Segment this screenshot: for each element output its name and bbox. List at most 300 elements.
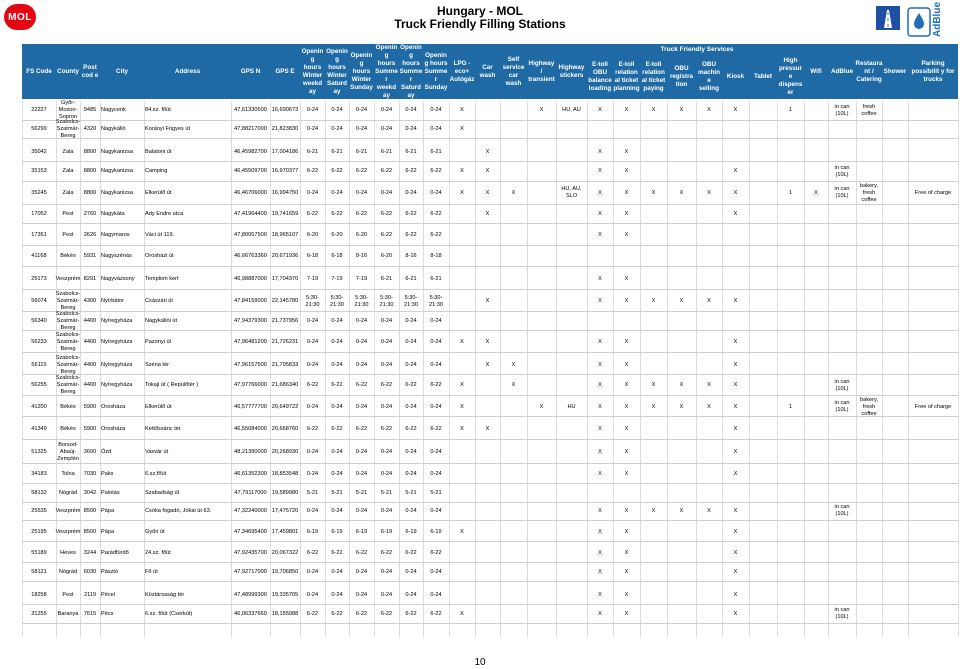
cell-open-weekday-s: 6-22 (380, 210, 393, 217)
cell-hw-transient (527, 586, 556, 604)
cell-tablet (749, 376, 777, 395)
table-row (22, 586, 958, 605)
cell-restaurant (856, 563, 882, 581)
cell-fs-code: 51325 (31, 449, 47, 455)
cell-lpg: X (460, 403, 464, 410)
cell-address: Köztársaság tér (145, 591, 185, 598)
cell-post: 5931 (83, 253, 97, 259)
column-header-open-weekday-w: Openin g hours Winter weekd ay (301, 47, 324, 95)
cell-obu-reg (667, 356, 696, 374)
cell-etoll-paying (640, 356, 667, 374)
truck-friendly-group-label: Truck Friendly Services (660, 46, 734, 53)
cell-wifi (804, 292, 828, 311)
cell-obu-machine (696, 420, 722, 439)
cell-open-sun-s: 6-22 (430, 210, 442, 217)
cell-lpg: X (460, 125, 464, 132)
cell-self-wash (500, 544, 527, 562)
cell-kiosk: X (733, 507, 738, 514)
cell-address: Orosházi út (145, 253, 174, 259)
cell-gps-n: 46,45982700 (234, 148, 267, 155)
cell-obu-reg (667, 465, 696, 483)
cell-kiosk: X (733, 189, 738, 196)
cell-obu-reg (667, 120, 696, 138)
cell-hw-stickers (556, 586, 587, 604)
cell-car-wash (475, 563, 500, 581)
cell-car-wash (475, 101, 500, 120)
cell-city: Nagycenk (101, 107, 126, 113)
cell-gps-n: 46,46706000 (234, 189, 267, 196)
cell-post: 2626 (83, 232, 97, 238)
cell-etoll-obu: X (598, 549, 602, 556)
cell-shower (882, 143, 908, 161)
cell-wifi (804, 605, 828, 623)
cell-self-wash (500, 420, 527, 439)
cell-open-sat-s: 0-24 (405, 507, 417, 514)
cell-address: Nagykállói út (145, 317, 178, 324)
cell-open-sat-w: 0-24 (331, 107, 343, 113)
cell-open-sun-w: 0-24 (355, 449, 368, 455)
cell-restaurant: fresh coffee (861, 103, 877, 117)
cell-open-sun-s: 6-22 (430, 382, 442, 388)
cell-gps-e: 20,067322 (271, 549, 299, 556)
cell-adblue (828, 269, 856, 289)
cell-shower (882, 398, 908, 416)
cell-hw-stickers (556, 484, 587, 502)
cell-high-pressure (777, 356, 804, 374)
cell-lpg (449, 442, 475, 463)
cell-hw-stickers: HU, AU, SLO (561, 186, 582, 199)
cell-open-sat-w: 6-22 (331, 426, 343, 432)
cell-kiosk: X (733, 361, 738, 368)
cell-hw-transient (527, 182, 556, 204)
cell-restaurant (856, 292, 882, 311)
cell-gps-e: 17,004186 (271, 148, 299, 155)
cell-high-pressure (777, 376, 804, 395)
cell-open-sun-s: 0-24 (430, 107, 442, 113)
cell-lpg (449, 465, 475, 483)
cell-gps-n: 47,48999300 (234, 591, 267, 598)
cell-fs-code: 34183 (31, 470, 47, 477)
cell-gps-e: 17,459801 (271, 528, 299, 535)
cell-tablet (749, 162, 777, 181)
cell-post: 2760 (83, 210, 97, 217)
cell-open-sat-w: 6-18 (331, 253, 343, 259)
cell-open-sun-s: 0-24 (430, 361, 442, 368)
cell-kiosk: X (733, 449, 738, 455)
cell-car-wash (475, 398, 500, 416)
cell-etoll-paying (640, 269, 667, 289)
cell-fs-code: 56074 (31, 298, 47, 304)
cell-city: Nagykáta (101, 210, 125, 217)
column-header-self-wash: Self service car wash (502, 55, 525, 87)
cell-tablet (749, 292, 777, 311)
cell-etoll-obu: X (598, 507, 602, 514)
cell-lpg (449, 502, 475, 520)
cell-lpg (449, 563, 475, 581)
cell-city: Nagyszénás (101, 253, 132, 259)
cell-hw-stickers (556, 205, 587, 223)
cell-city: Pápa (101, 507, 115, 514)
cell-self-wash (500, 143, 527, 161)
cell-tablet (749, 101, 777, 120)
cell-kiosk (722, 120, 749, 138)
page-title: Hungary - MOL (437, 4, 523, 18)
cell-etoll-obu: X (598, 339, 602, 345)
cell-fs-code: 35153 (31, 168, 47, 174)
cell-address: Győri út (145, 528, 165, 535)
cell-open-weekday-w: 6-22 (306, 210, 319, 217)
cell-obu-reg: X (679, 298, 684, 304)
cell-open-weekday-s: 6-22 (380, 232, 393, 238)
cell-city: Parádfürdő (101, 549, 129, 556)
cell-address: Vasvár út (145, 449, 169, 455)
cell-post: 7030 (83, 470, 97, 477)
cell-etoll-paying: X (651, 382, 656, 388)
cell-post: 9485 (83, 107, 97, 113)
cell-restaurant (856, 205, 882, 223)
cell-hw-stickers (556, 226, 587, 245)
cell-address: Balatoni út (145, 148, 172, 155)
cell-shower (882, 465, 908, 483)
cell-open-weekday-s: 0-24 (380, 507, 393, 514)
cell-hw-stickers (556, 502, 587, 520)
cell-car-wash (475, 269, 500, 289)
cell-high-pressure: 1 (788, 189, 793, 196)
cell-adblue (828, 563, 856, 581)
cell-open-sat-s: 6-21 (405, 275, 417, 282)
cell-etoll-ticket: X (624, 275, 629, 282)
cell-parking (908, 162, 958, 181)
cell-address: Szabadság út (145, 489, 180, 496)
cell-tablet (749, 182, 777, 204)
cell-etoll-paying (640, 484, 667, 502)
cell-city: Nyíregyháza (101, 317, 133, 324)
cell-shower (882, 420, 908, 439)
cell-kiosk: X (733, 591, 738, 598)
cell-county: Győr-Moson-Sopron (58, 100, 78, 120)
cell-etoll-paying (640, 333, 667, 352)
cell-open-sun-w: 6-21 (355, 148, 368, 155)
cell-open-sun-s: 0-24 (430, 470, 442, 477)
cell-adblue (828, 420, 856, 439)
cell-hw-stickers (556, 544, 587, 562)
cell-open-weekday-w: 6-22 (306, 382, 319, 388)
cell-wifi (804, 356, 828, 374)
cell-county: Zala (62, 189, 74, 196)
cell-restaurant (856, 312, 882, 330)
cell-gps-e: 17,475720 (271, 507, 299, 514)
cell-tablet (749, 120, 777, 138)
cell-etoll-paying (640, 465, 667, 483)
cell-hw-transient: X (539, 403, 544, 410)
cell-open-weekday-w: 0-24 (306, 189, 319, 196)
cell-open-sun-s: 0-24 (430, 317, 442, 324)
cell-obu-machine: X (707, 382, 711, 388)
cell-lpg: X (460, 426, 464, 432)
cell-obu-machine (696, 544, 722, 562)
cell-open-sun-w: 6-22 (355, 168, 368, 174)
cell-adblue (828, 247, 856, 266)
cell-lpg: X (460, 382, 464, 388)
cell-restaurant (856, 269, 882, 289)
cell-etoll-obu: X (598, 403, 602, 410)
cell-high-pressure (777, 205, 804, 223)
cell-hw-transient (527, 162, 556, 181)
cell-etoll-ticket: X (624, 591, 629, 598)
cell-wifi (804, 502, 828, 520)
cell-shower (882, 101, 908, 120)
cell-open-sun-s: 0-24 (430, 125, 442, 132)
cell-address: 84.sz. főút (145, 107, 171, 113)
cell-open-sun-w: 0-24 (355, 403, 368, 410)
cell-lpg: X (460, 339, 464, 345)
cell-fs-code: 41200 (31, 403, 47, 410)
cell-open-weekday-w: 6-22 (306, 610, 319, 617)
table-row (22, 442, 958, 464)
cell-open-weekday-w: 6-22 (306, 168, 319, 174)
cell-hw-stickers (556, 523, 587, 541)
cell-open-weekday-w: 6-22 (306, 426, 319, 432)
cell-gps-n: 47,79117000 (234, 489, 267, 496)
column-header-hw-stickers: Highway stickers (558, 63, 585, 79)
cell-post: 7615 (83, 610, 97, 617)
cell-open-sat-s: 0-24 (405, 361, 417, 368)
cell-open-sat-s: 0-24 (405, 317, 417, 324)
cell-etoll-ticket: X (624, 426, 629, 432)
cell-county: Borsod-Abaúj-Zemplén (57, 442, 79, 462)
cell-etoll-paying (640, 143, 667, 161)
cell-tablet (749, 247, 777, 266)
cell-adblue (828, 523, 856, 541)
cell-post: 8500 (83, 507, 97, 514)
column-header-car-wash: Car wash (479, 63, 496, 79)
cell-open-sun-s: 5:30-21:30 (429, 294, 443, 308)
cell-adblue (828, 484, 856, 502)
cell-etoll-obu: X (598, 470, 602, 477)
cell-gps-e: 21,737956 (271, 317, 299, 324)
cell-tablet (749, 143, 777, 161)
cell-open-weekday-w: 6-21 (306, 148, 319, 155)
cell-self-wash (500, 484, 527, 502)
cell-city: Nagykanizsa (101, 148, 134, 155)
cell-city: Nagykálló (101, 125, 126, 132)
cell-restaurant (856, 143, 882, 161)
cell-fs-code: 55189 (31, 549, 47, 556)
cell-open-sun-w: 0-24 (355, 507, 368, 514)
cell-open-sun-s: 6-22 (430, 168, 442, 174)
cell-car-wash: X (485, 339, 490, 345)
cell-wifi (804, 376, 828, 395)
cell-gps-e: 19,589980 (271, 489, 299, 496)
cell-post: 4400 (83, 382, 97, 388)
column-header-restaurant: Restaura nt / Catering (855, 59, 883, 83)
cell-wifi (804, 442, 828, 463)
cell-open-sat-w: 0-24 (331, 125, 343, 132)
cell-high-pressure (777, 563, 804, 581)
cell-post: 4400 (83, 339, 97, 345)
cell-open-weekday-s: 6-22 (380, 549, 393, 556)
cell-open-sat-s: 0-24 (405, 125, 417, 132)
cell-fs-code: 56115 (31, 361, 47, 368)
cell-lpg: X (460, 189, 464, 196)
cell-open-sat-w: 6-19 (331, 528, 343, 535)
cell-etoll-paying (640, 544, 667, 562)
cell-gps-e: 20,671936 (271, 253, 299, 259)
cell-tablet (749, 205, 777, 223)
cell-open-weekday-s: 0-24 (380, 339, 393, 345)
cell-restaurant (856, 420, 882, 439)
cell-parking (908, 442, 958, 463)
cell-obu-machine (696, 226, 722, 245)
cell-etoll-paying (640, 420, 667, 439)
cell-city: Paks (101, 470, 114, 477)
cell-adblue (828, 442, 856, 463)
column-header-lpg: LPG - eco+ Autógáz (449, 59, 475, 83)
cell-lpg (449, 143, 475, 161)
cell-kiosk: X (733, 339, 738, 345)
cell-etoll-obu (587, 312, 613, 330)
cell-obu-machine (696, 333, 722, 352)
cell-adblue: in can (10L) (834, 103, 850, 117)
cell-obu-reg: X (679, 403, 684, 410)
cell-open-weekday-s: 0-24 (380, 317, 393, 324)
column-header-open-sat-s: Openin g hours Summe r Saturd ay (399, 43, 423, 99)
cell-etoll-ticket: X (624, 210, 629, 217)
table-row (22, 182, 958, 205)
cell-etoll-obu (587, 120, 613, 138)
cell-post: 6030 (83, 568, 97, 575)
cell-tablet (749, 465, 777, 483)
cell-gps-e: 19,741659 (271, 210, 299, 217)
cell-etoll-paying (640, 586, 667, 604)
cell-address: Ady Endre utca (145, 210, 184, 217)
page-subtitle: Truck Friendly Filling Stations (394, 17, 566, 31)
cell-etoll-ticket: X (624, 528, 629, 535)
cell-open-weekday-w: 6-22 (306, 549, 319, 556)
cell-obu-machine (696, 143, 722, 161)
cell-car-wash: X (485, 426, 490, 432)
cell-gps-e: 21,823830 (271, 125, 299, 132)
cell-open-sat-w: 6-22 (331, 610, 343, 617)
column-header-etoll-paying: E-toll relation al ticket paying (641, 60, 666, 92)
cell-gps-e: 21,686340 (271, 382, 299, 388)
cell-open-sun-s: 6-22 (430, 232, 442, 238)
cell-open-sat-s: 0-24 (405, 470, 417, 477)
cell-wifi (804, 523, 828, 541)
cell-gps-n: 46,98887000 (234, 275, 267, 282)
cell-adblue (828, 205, 856, 223)
cell-obu-machine: X (707, 403, 711, 410)
cell-gps-e: 19,335705 (271, 591, 299, 598)
cell-fs-code: 18258 (31, 591, 47, 598)
cell-fs-code: 17351 (31, 232, 47, 238)
cell-obu-reg: X (679, 107, 684, 113)
cell-open-sun-w: 0-24 (355, 107, 368, 113)
cell-open-sat-s: 6-22 (405, 549, 417, 556)
cell-fs-code: 56255 (31, 382, 47, 388)
cell-high-pressure (777, 247, 804, 266)
cell-open-sun-s: 0-24 (430, 449, 442, 455)
cell-self-wash: X (511, 361, 516, 368)
column-header-county: County (57, 67, 79, 75)
cell-etoll-ticket: X (624, 232, 629, 238)
cell-hw-transient (527, 484, 556, 502)
column-header-wifi: Wifi (810, 67, 822, 75)
cell-fs-code: 35042 (31, 148, 47, 155)
cell-obu-machine (696, 356, 722, 374)
cell-hw-transient: X (539, 107, 544, 113)
cell-gps-n: 46,61352300 (234, 470, 267, 477)
cell-open-weekday-s: 0-24 (380, 361, 393, 368)
cell-parking (908, 226, 958, 245)
table-row (22, 120, 958, 139)
cell-etoll-ticket: X (624, 382, 629, 388)
cell-shower (882, 502, 908, 520)
table-row (22, 269, 958, 290)
cell-self-wash (500, 398, 527, 416)
cell-car-wash (475, 484, 500, 502)
cell-obu-reg (667, 442, 696, 463)
cell-car-wash (475, 120, 500, 138)
cell-open-sat-w: 6-22 (331, 210, 343, 217)
cell-etoll-paying (640, 226, 667, 245)
cell-city: Pécel (101, 591, 115, 598)
cell-open-sun-w: 6-22 (355, 210, 368, 217)
cell-etoll-obu: X (598, 189, 602, 196)
cell-etoll-ticket: X (624, 148, 629, 155)
cell-restaurant (856, 333, 882, 352)
cell-obu-reg (667, 333, 696, 352)
cell-etoll-obu: X (598, 361, 602, 368)
cell-lpg: X (460, 168, 464, 174)
cell-city: Pásztó (101, 568, 119, 575)
cell-car-wash: X (485, 298, 490, 304)
cell-open-weekday-s: 5:30-21:30 (379, 294, 394, 308)
cell-lpg: X (460, 528, 464, 535)
cell-etoll-paying: X (651, 298, 656, 304)
cell-shower (882, 182, 908, 204)
cell-open-weekday-w: 5:30-21:30 (305, 294, 320, 308)
cell-city: Nagykanizsa (101, 168, 134, 174)
cell-open-sat-s: 6-19 (405, 528, 417, 535)
cell-shower (882, 356, 908, 374)
cell-adblue: in can (10L) (834, 186, 850, 199)
cell-obu-machine: X (707, 298, 711, 304)
cell-lpg: X (460, 107, 464, 113)
cell-fs-code: 58121 (31, 568, 47, 575)
cell-etoll-obu: X (598, 382, 602, 388)
cell-gps-n: 47,92435700 (234, 549, 267, 556)
cell-open-sun-w: 6-19 (355, 528, 368, 535)
cell-obu-machine: X (707, 107, 711, 113)
cell-open-sun-s: 6-19 (430, 528, 442, 535)
cell-open-sat-s: 6-21 (405, 148, 417, 155)
cell-hw-transient (527, 605, 556, 623)
cell-address: Kettőssánc tér (145, 426, 181, 432)
cell-parking (908, 247, 958, 266)
cell-tablet (749, 356, 777, 374)
cell-wifi (804, 226, 828, 245)
cell-open-weekday-s: 6-19 (380, 528, 393, 535)
cell-hw-stickers (556, 563, 587, 581)
cell-open-weekday-s: 6-21 (380, 275, 393, 282)
cell-open-weekday-w: 0-24 (306, 107, 319, 113)
cell-lpg (449, 292, 475, 311)
cell-county: Szabolcs-Szatmár-Bereg (55, 332, 81, 352)
cell-shower (882, 120, 908, 138)
cell-kiosk (722, 143, 749, 161)
column-header-adblue: AdBlue (830, 67, 854, 75)
